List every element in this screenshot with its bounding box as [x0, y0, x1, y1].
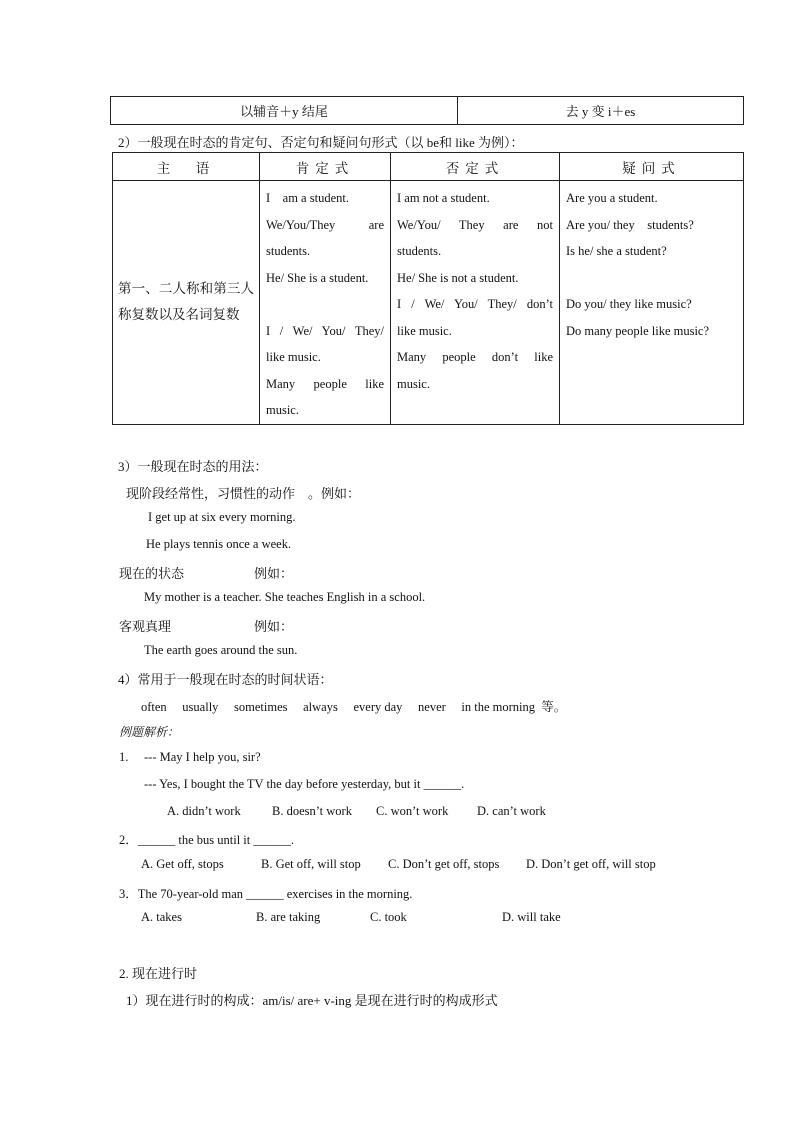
negative-line: students.	[397, 244, 442, 258]
usage-title: 3）一般现在时态的用法：	[118, 459, 268, 474]
section-heading: 2）一般现在时态的肯定句、否定句和疑问句形式（以 be和 like 为例）：	[118, 135, 524, 150]
negative-line: music.	[397, 376, 430, 391]
examples-title: 例题解析：	[119, 725, 180, 739]
q3-line: 3．The 70-year-old man ______ exercises in the morning.	[119, 887, 413, 901]
negative-line: I / We/ You/ They/ don’t	[397, 297, 553, 311]
question-line: Is he/ she a student?	[566, 244, 667, 258]
truth-label: 客观真理	[119, 619, 172, 634]
negative-line: like music.	[397, 323, 452, 338]
q2-option-a: A. Get off, stops	[141, 857, 224, 871]
state-example: My mother is a teacher. She teaches English in a school.	[144, 590, 426, 604]
section-subtitle: 1）现在进行时的构成：am/is/ are+ v-ing 是现在进行时的构成形式	[126, 993, 498, 1008]
q1-number: 1.	[119, 750, 129, 764]
q1-option-b: B. doesn’t work	[272, 804, 352, 818]
state-label: 现在的状态	[119, 566, 185, 581]
negative-line: He/ She is not a student.	[397, 270, 519, 285]
question-line: Are you/ they students?	[566, 217, 694, 232]
question-cell	[560, 181, 744, 425]
affirmative-line: like music.	[266, 350, 321, 364]
spacer	[566, 265, 737, 292]
state-eg: 例如：	[254, 566, 294, 581]
header-question: 疑问式	[560, 153, 744, 181]
rule-change-cell: 去 y 变 i＋es	[458, 97, 744, 125]
q3-option-b: B. are taking	[256, 910, 321, 924]
truth-eg: 例如：	[254, 619, 294, 634]
habit-example: I get up at six every morning.	[148, 510, 296, 524]
q1-option-d: D. can’t work	[477, 804, 546, 818]
subject-cell	[113, 181, 260, 425]
spacer	[266, 291, 384, 318]
adverbial-list: often usually sometimes always every day never in the morning 等。	[141, 700, 567, 714]
q3-option-d: D. will take	[502, 910, 561, 924]
question-line: Do many people like music?	[566, 323, 710, 338]
affirmative-line: I am a student.	[266, 191, 349, 205]
header-affirmative: 肯定式	[260, 153, 391, 181]
section-title: 2. 现在进行时	[119, 966, 198, 981]
negative-cell	[391, 181, 560, 425]
affirmative-line: He/ She is a student.	[266, 270, 369, 285]
question-line: Are you a student.	[566, 191, 658, 205]
table-header-row	[113, 153, 744, 181]
affirmative-line: We/You/They are	[266, 217, 384, 232]
q2-option-c: C. Don’t get off, stops	[388, 857, 500, 871]
affirmative-cell	[260, 181, 391, 425]
affirmative-line: students.	[266, 244, 311, 258]
q3-option-c: C. took	[370, 910, 407, 924]
negative-line: We/You/ They are not	[397, 217, 553, 232]
q2-option-d: D. Don’t get off, will stop	[526, 857, 656, 871]
q2-option-b: B. Get off, will stop	[261, 857, 361, 871]
forms-table	[112, 152, 744, 425]
rule-condition-cell: 以辅音＋y 结尾	[111, 97, 458, 125]
header-negative: 否定式	[391, 153, 560, 181]
habit-example: He plays tennis once a week.	[146, 537, 292, 551]
q1-line: --- May I help you, sir?	[144, 750, 261, 764]
q1-line: --- Yes, I bought the TV the day before yesterday, but it ______.	[144, 777, 465, 791]
affirmative-line: Many people like	[266, 376, 384, 391]
question-line: Do you/ they like music?	[566, 297, 692, 311]
table-row	[113, 181, 744, 425]
affirmative-line: I / We/ You/ They/	[266, 323, 384, 338]
q1-option-c: C. won’t work	[376, 804, 449, 818]
table-row	[111, 97, 744, 125]
negative-line: I am not a student.	[397, 191, 490, 205]
header-subject: 主 语	[113, 153, 260, 181]
habit-label: 现阶段经常性，习惯性的动作 。例如：	[126, 486, 361, 501]
q3-option-a: A. takes	[141, 910, 182, 924]
affirmative-line: music.	[266, 403, 299, 417]
negative-line: Many people don’t like	[397, 350, 553, 364]
rule-table	[110, 96, 744, 125]
subject-text: 第一、二人称和第三人称复数以及名词复数	[118, 281, 254, 323]
truth-example: The earth goes around the sun.	[144, 643, 298, 657]
adverbial-title: 4）常用于一般现在时态的时间状语：	[118, 672, 333, 687]
q1-option-a: A. didn’t work	[167, 804, 241, 818]
q2-line: 2．______ the bus until it ______.	[119, 833, 295, 847]
